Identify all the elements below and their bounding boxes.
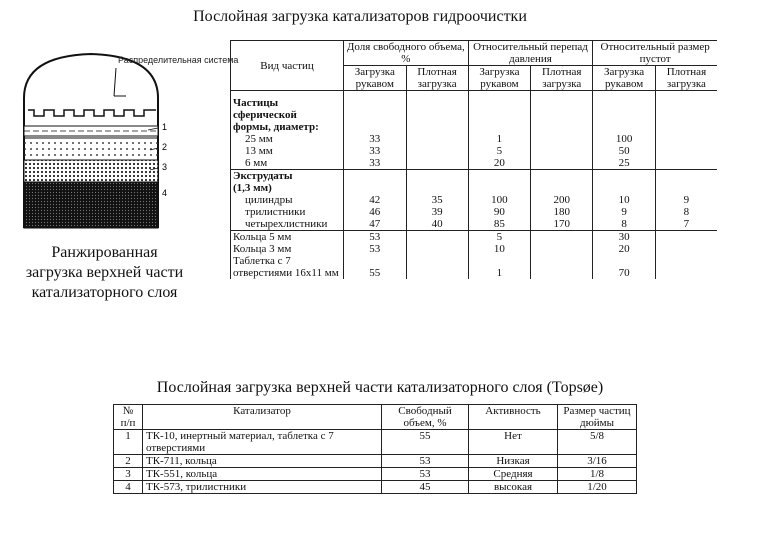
- section-title: Послойная загрузка верхней части катализаторного слоя (Topsøe): [156, 379, 604, 396]
- diagram-caption: Ранжированная загрузка верхней части катализаторного слоя: [25, 244, 184, 301]
- table-row: 25 мм 33 1 100: [231, 133, 718, 145]
- group-free-volume: Доля свободного объема, %: [344, 41, 469, 66]
- table-row: цилиндры 42 35 100 200 10 9: [231, 194, 718, 206]
- layer-num-1: 1: [162, 122, 168, 132]
- diagram-label: Распределительная система: [118, 55, 239, 65]
- table-row: 4 ТК-573, трилистники 45 высокая 1/20: [114, 481, 637, 494]
- table-row: 6 мм 33 20 25: [231, 157, 718, 170]
- table-row: четырехлистники 47 40 85 170 8 7: [231, 218, 718, 231]
- table-row: 3 ТК-551, кольца 53 Средняя 1/8: [114, 468, 637, 481]
- table-row: 2 ТК-711, кольца 53 Низкая 3/16: [114, 455, 637, 468]
- table-row: трилистники 46 39 90 180 9 8: [231, 206, 718, 218]
- layer-num-4: 4: [162, 188, 168, 198]
- table-row: Таблетка с 7 отверстиями 16х11 мм 55 1 70: [231, 255, 718, 279]
- group-void-size: Относительный размер пустот: [593, 41, 717, 66]
- table-row: Кольца 5 мм 53 5 30: [231, 231, 718, 244]
- group-pressure-drop: Относительный перепад давления: [468, 41, 593, 66]
- col-particle-type: Вид частиц: [231, 41, 344, 91]
- layer-num-3: 3: [162, 162, 168, 172]
- table-row: Кольца 3 мм 53 10 20: [231, 243, 718, 255]
- reactor-diagram: [16, 38, 239, 233]
- table-row: 1 ТК-10, инертный материал, таблетка с 7 отверстиями 55 Нет 5/8: [114, 430, 637, 455]
- layer-num-2: 2: [162, 142, 168, 152]
- topsoe-loading-table: № п/п Катализатор Свободный объем, % Активность Размер частиц дюймы 1 ТК-10, инертный материал, таблетка с 7 отверстиями 55 Нет 5/8 2 ТК-711, кольца 53 Низкая 3/16 3 ТК-551, кольца 53 Средняя 1/8 4 ТК-573, трилистники 45 высокая 1/20: [113, 404, 637, 494]
- particle-properties-table: Вид частиц Доля свободного объема, % Относительный перепад давления Относительный размер пустот Загрузка рукавом Плотная загрузка Загрузка рукавом Плотная загрузка Загрузка рукавом Плотная загрузка Частицы сферической формы, диаметр: 25 мм 33 1 100 13 мм 33 5 50 6 мм 33 20 25 Экструдаты (1,3 мм) цилиндры 42 35 100 200 10 9 трилистники 46 39 90 180 9 8 четырехлистники 47 40 85 170 8 7 Кольца 5 мм 53 5 30 Кольца 3 мм 53 10 20 Таблетка с 7 отверстиями 16х11 мм 55 1 70: [230, 40, 717, 279]
- table-row: 13 мм 33 5 50: [231, 145, 718, 157]
- page-title: Послойная загрузка катализаторов гидроочистки: [193, 8, 527, 25]
